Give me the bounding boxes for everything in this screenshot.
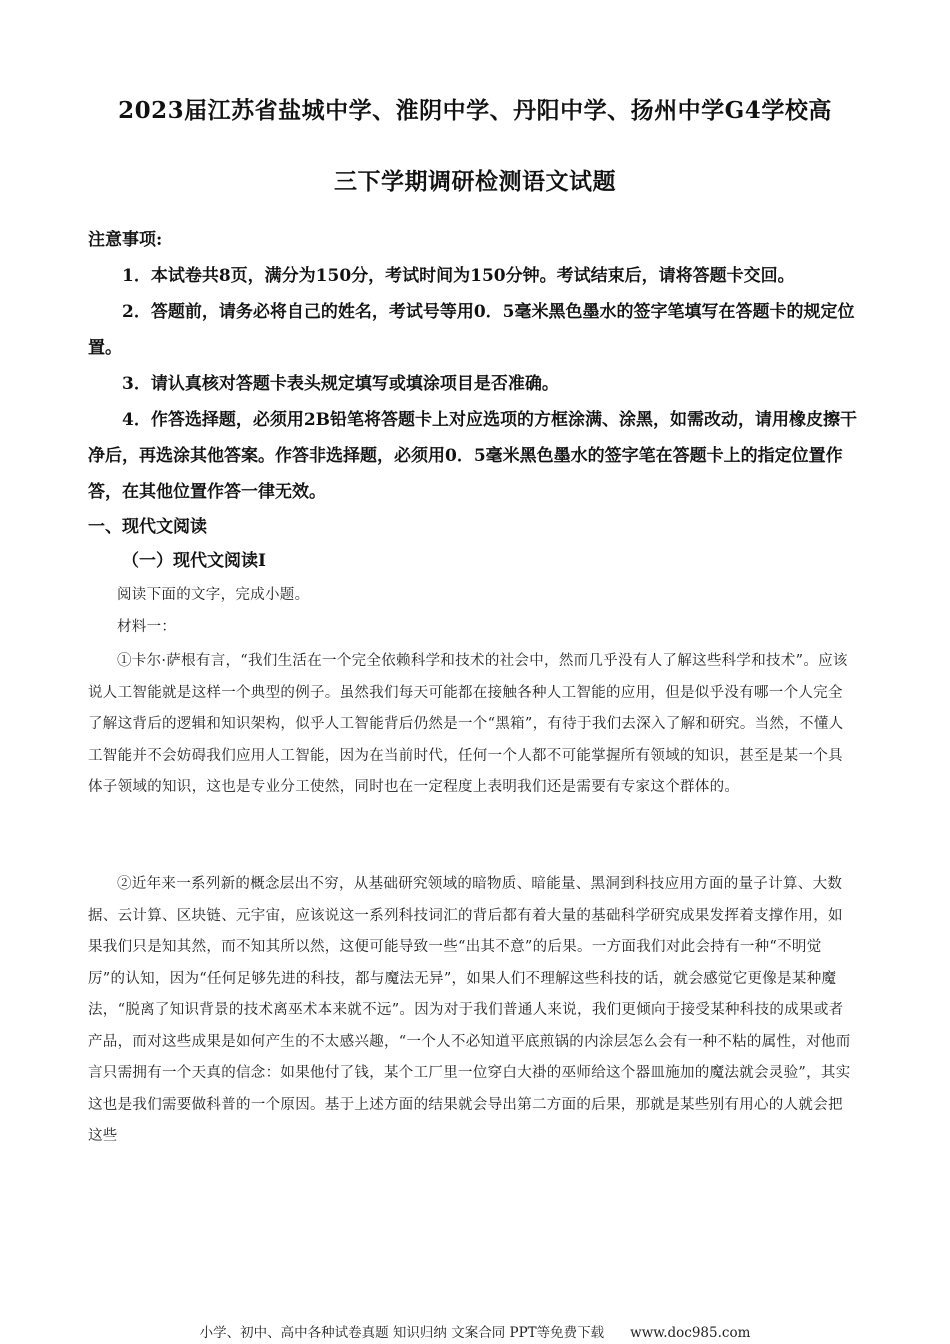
notes-block	[88, 222, 870, 510]
note-item-2: 2．答题前，请务必将自己的姓名，考试号等用0．5毫米黑色墨水的签字笔填写在答题卡的规定位置。	[88, 302, 855, 358]
subsection-heading-reading-1: （一）现代文阅读Ⅰ	[122, 551, 266, 571]
footer-url[interactable]: www.doc985.com	[630, 1325, 751, 1341]
paragraph-1-text: ①卡尔·萨根有言，“我们生活在一个完全依赖科学和技术的社会中，然而几乎没有人了解这些科学和技术”。应该说人工智能就是这样一个典型的例子。虽然我们每天可能都在接触各种人工智能的应用，但是似乎没有哪一个人完全了解这背后的逻辑和知识架构，似乎人工智能背后仍然是一个“黑箱”，有待于我们去深入了解和研究。当然，不懂人工智能并不会妨碍我们应用人工智能，因为在当前时代，任何一个人都不可能掌握所有领域的知识，甚至是某一个具体子领域的知识，这也是专业分工使然，同时也在一定程度上表明我们还是需要有专家这个群体的。	[88, 653, 848, 795]
instruction-block	[88, 580, 856, 643]
section-heading-modern-reading: 一、现代文阅读	[88, 517, 207, 537]
document-title-line-2: 三下学期调研检测语文试题	[334, 168, 616, 195]
material-label: 材料一：	[117, 618, 177, 635]
page-footer	[0, 1321, 950, 1341]
note-item-3: 3．请认真核对答题卡表头规定填写或填涂项目是否准确。	[122, 374, 559, 394]
paragraph-2-text: ②近年来一系列新的概念层出不穷，从基础研究领域的暗物质、暗能量、黑洞到科技应用方面的量子计算、大数据、云计算、区块链、元宇宙，应该说这一系列科技词汇的背后都有着大量的基础科学研究成果发挥着支撑作用，如果我们只是知其然，而不知其所以然，这便可能导致一些“出其不意”的后果。一方面我们对此会持有一种“不明觉厉”的认知，因为“任何足够先进的科技，都与魔法无异”，如果人们不理解这些科技的话，就会感觉它更像是某种魔法，“脱离了知识背景的技术离巫术本来就不远”。因为对于我们普通人来说，我们更倾向于接受某种科技的成果或者产品，而对这些成果是如何产生的不太感兴趣，“一个人不必知道平底煎锅的内涂层怎么会有一种不粘的属性，对他而言只需拥有一个天真的信念：如果他付了钱，某个工厂里一位穿白大褂的巫师给这个器皿施加的魔法就会灵验”，其实这也是我们需要做科普的一个原因。基于上述方面的结果就会导出第二方面的后果，那就是某些别有用心的人就会把这些	[88, 876, 851, 1144]
note-item-4: 4．作答选择题，必须用2B铅笔将答题卡上对应选项的方框涂满、涂黑，如需改动，请用橡皮擦干净后，再选涂其他答案。作答非选择题，必须用0．5毫米黑色墨水的签字笔在答题卡上的指定位置作答，在其他位置作答一律无效。	[88, 410, 858, 502]
notes-heading: 注意事项:	[88, 230, 163, 250]
note-item-1: 1．本试卷共8页，满分为150分，考试时间为150分钟。考试结束后，请将答题卡交回。	[122, 266, 795, 286]
material-paragraph-1	[88, 646, 856, 804]
footer-text: 小学、初中、高中各种试卷真题 知识归纳 文案合同 PPT等免费下载	[199, 1325, 605, 1341]
material-paragraph-2	[88, 869, 856, 1153]
document-title-line-1: 2023届江苏省盐城中学、淮阴中学、丹阳中学、扬州中学G4学校高	[118, 97, 832, 124]
reading-instruction: 阅读下面的文字，完成小题。	[117, 587, 310, 603]
